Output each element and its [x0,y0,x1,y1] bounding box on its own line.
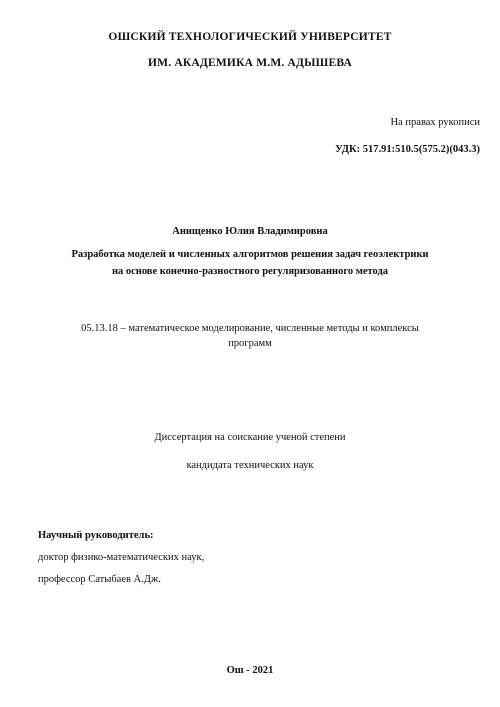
city-year: Ош - 2021 [226,665,274,676]
university-name-line2: ИМ. АКАДЕМИКА М.М. АДЫШЕВА [148,57,352,69]
dissertation-title-line1: Разработка моделей и численных алгоритмов решения задач геоэлектрики [71,249,429,260]
specialty-line1: 05.13.18 – математическое моделирование, численные методы и комплексы [81,323,419,334]
degree-line1: Диссертация на соискание ученой степени [154,432,346,443]
supervisor-name: профессор Сатыбаев А.Дж. [38,574,161,585]
manuscript-rights: На правах рукописи [390,117,480,128]
dissertation-title-line2: на основе конечно-разностного регуляризованного метода [111,266,389,277]
specialty-line2: программ [228,338,272,349]
supervisor-degree: доктор физико-математических наук, [38,552,205,563]
degree-line2: кандидата технических наук [186,460,314,471]
supervisor-heading: Научный руководитель: [38,530,154,541]
author-name: Анищенко Юлия Владимировна [172,226,328,237]
udc-code: УДК: 517.91:510.5(575.2)(043.3) [335,144,480,155]
university-name-line1: ОШСКИЙ ТЕХНОЛОГИЧЕСКИЙ УНИВЕРСИТЕТ [108,31,392,43]
